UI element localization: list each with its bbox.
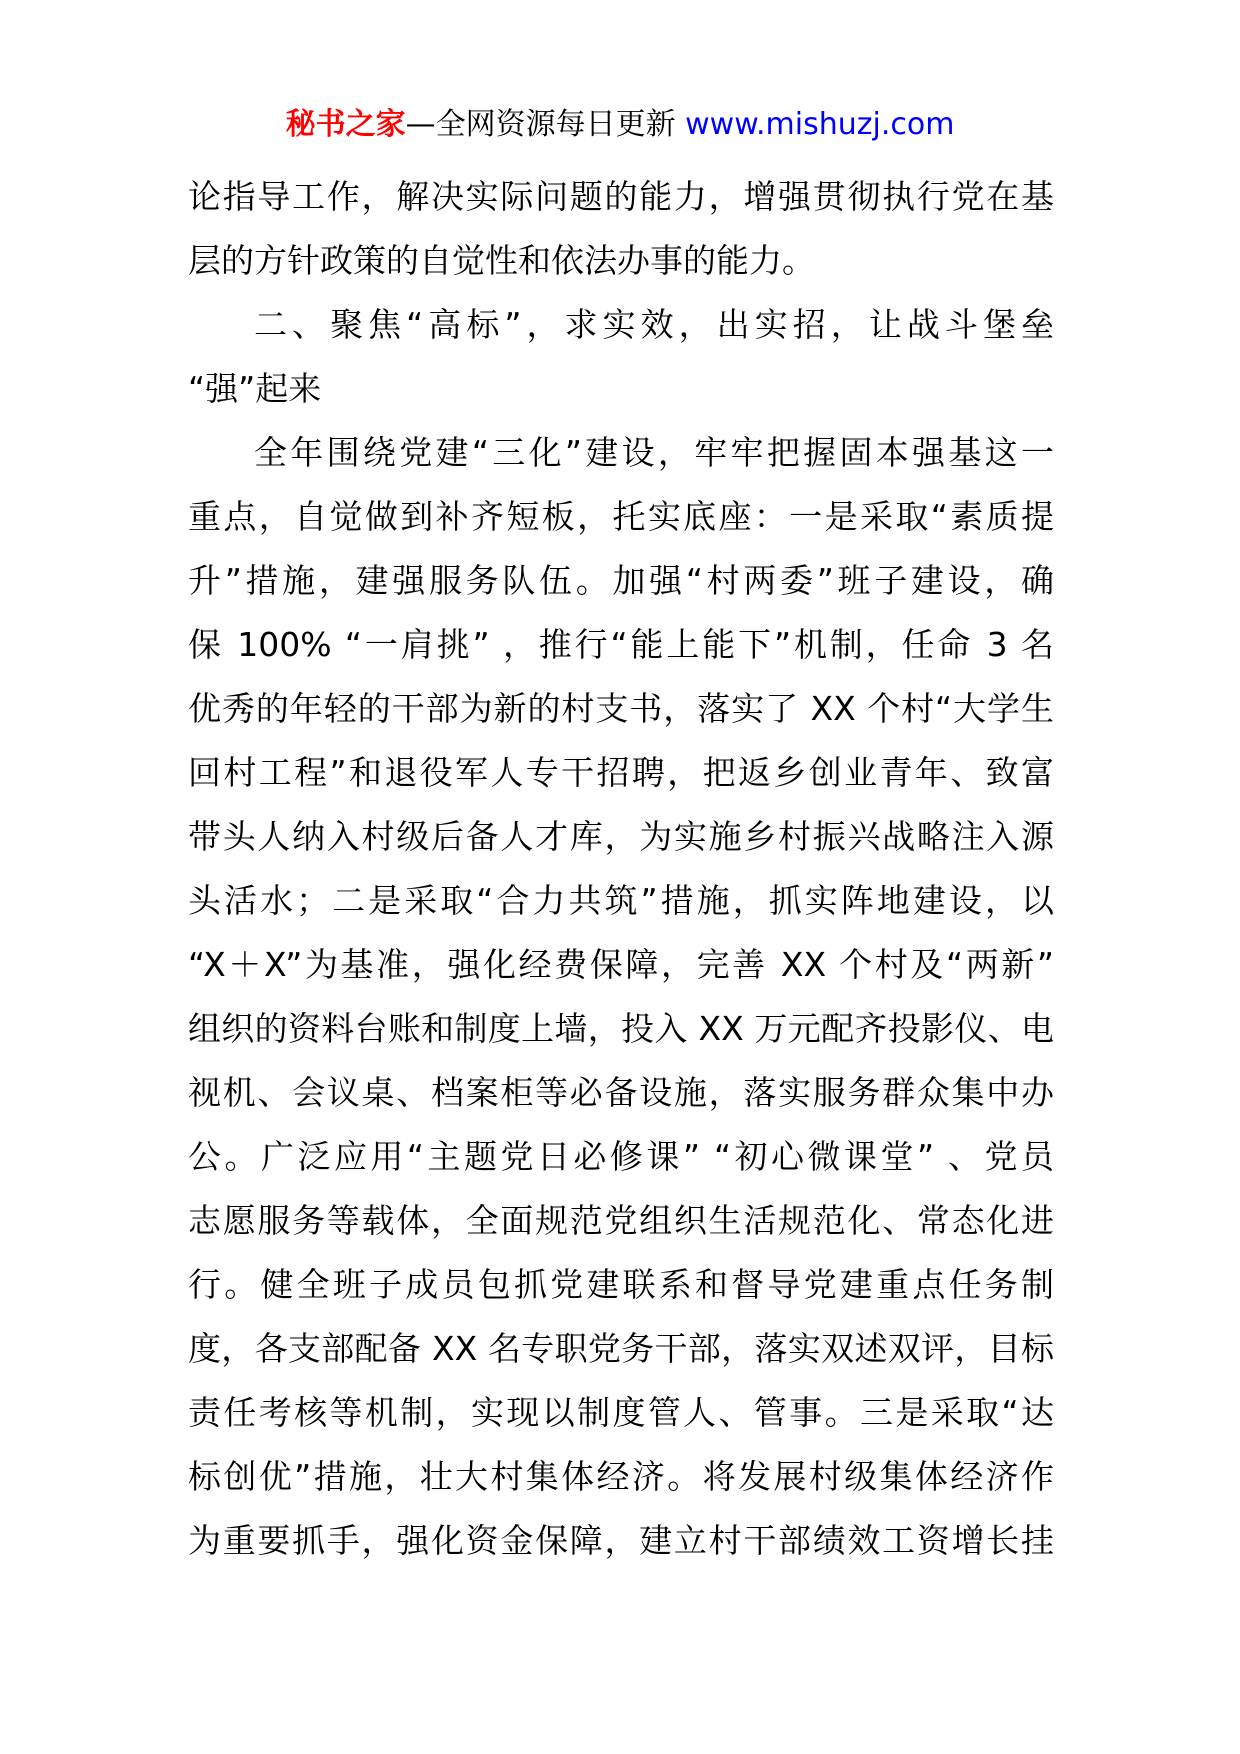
text-line: 公。广泛应用“主题党日必修课” “初心微课堂” 、党员 <box>188 1137 1054 1176</box>
text-line: 层的方针政策的自觉性和依法办事的能力。 <box>188 241 815 280</box>
header-tagline: —全网资源每日更新 <box>405 107 676 142</box>
text-line: 头活水；二是采取“合力共筑”措施，抓实阵地建设，以 <box>188 881 1054 920</box>
text-line: 重点，自觉做到补齐短板，托实底座：一是采取“素质提 <box>188 497 1054 536</box>
text-line: “X＋X”为基准，强化经费保障，完善 XX 个村及“两新” <box>188 945 1054 984</box>
text-line: 组织的资料台账和制度上墙，投入 XX 万元配齐投影仪、电 <box>188 1009 1054 1048</box>
text-line: 论指导工作，解决实际问题的能力，增强贯彻执行党在基 <box>188 177 1054 216</box>
header-url-link[interactable]: www.mishuzj.com <box>685 107 955 142</box>
header-brand: 秘书之家 <box>285 107 406 142</box>
text-line: 升”措施，建强服务队伍。加强“村两委”班子建设，确 <box>188 561 1054 600</box>
text-line: 责任考核等机制，实现以制度管人、管事。三是采取“达 <box>188 1393 1054 1432</box>
text-line: 优秀的年轻的干部为新的村支书，落实了 XX 个村“大学生 <box>188 689 1054 728</box>
text-line: 志愿服务等载体，全面规范党组织生活规范化、常态化进 <box>188 1201 1054 1240</box>
text-line: 度，各支部配备 XX 名专职党务干部，落实双述双评，目标 <box>188 1329 1054 1368</box>
section-heading-line: 二、聚焦“高标”，求实效，出实招，让战斗堡垒 <box>254 305 1054 344</box>
section-heading-line: “强”起来 <box>188 369 322 408</box>
text-line: 回村工程”和退役军人专干招聘，把返乡创业青年、致富 <box>188 753 1054 792</box>
text-line: 保 100% “一肩挑” ，推行“能上能下”机制，任命 3 名 <box>188 625 1054 664</box>
text-line: 带头人纳入村级后备人才库，为实施乡村振兴战略注入源 <box>188 817 1054 856</box>
text-line: 为重要抓手，强化资金保障，建立村干部绩效工资增长挂 <box>188 1521 1054 1560</box>
text-line: 视机、会议桌、档案柜等必备设施，落实服务群众集中办 <box>188 1073 1054 1112</box>
text-line: 行。健全班子成员包抓党建联系和督导党建重点任务制 <box>188 1265 1054 1304</box>
text-line: 标创优”措施，壮大村集体经济。将发展村级集体经济作 <box>188 1457 1054 1496</box>
body-text <box>188 165 1054 1573</box>
page-header <box>0 100 1240 150</box>
text-line: 全年围绕党建“三化”建设，牢牢把握固本强基这一 <box>254 433 1054 472</box>
